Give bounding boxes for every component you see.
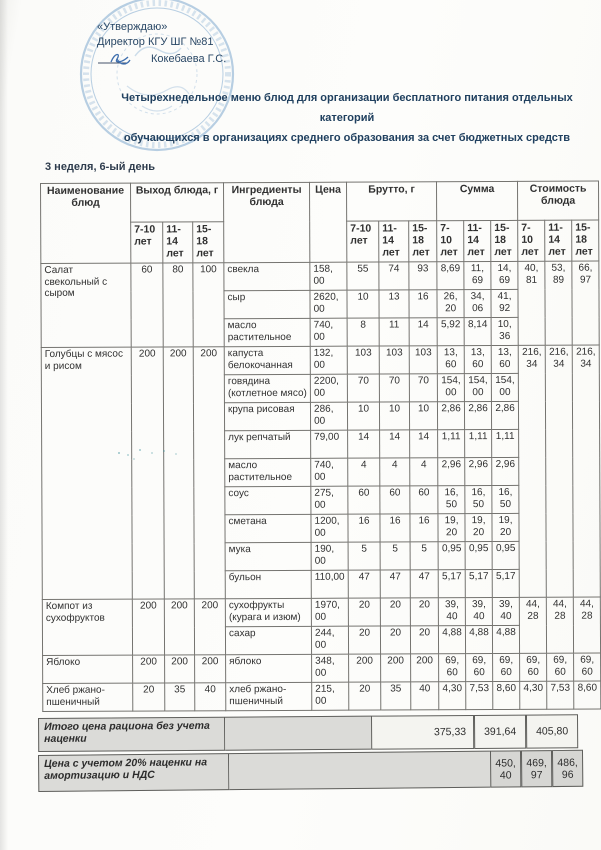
brutto-value: 8 <box>347 318 379 346</box>
ingredient-price: 190,​00 <box>311 542 348 570</box>
ingredient-name: бульон <box>225 570 311 598</box>
ingredient-name: масло растительное <box>224 318 310 346</box>
markup-row-spacer <box>229 751 490 791</box>
brutto-value: 40 <box>411 682 439 710</box>
sum-value: 10,​36 <box>491 317 518 345</box>
ingredient-price: 158,​00 <box>310 262 347 290</box>
dish-output-value: 200 <box>194 599 225 655</box>
brutto-value: 4 <box>348 458 380 486</box>
dish-cost-value: 40,​81 <box>518 261 545 345</box>
dish-output-value: 200 <box>165 655 195 683</box>
handwritten-signature-icon <box>97 50 149 66</box>
column-header-cost: Стоимость блюда <box>518 181 599 220</box>
scan-ink-speck <box>118 452 120 454</box>
column-header-price: Цена <box>310 182 347 262</box>
ingredient-name: свекла <box>224 262 310 290</box>
ingredient-price: 275,​00 <box>311 486 348 514</box>
menu-table-body <box>41 261 601 711</box>
ingredient-price: 2200,​00 <box>310 374 347 402</box>
markup-value-7-10: 450,​40 <box>490 750 521 787</box>
sum-value: 4,​30 <box>439 682 466 710</box>
age-column-header: 11-14 лет <box>163 222 193 263</box>
column-header-dish: Наименование блюд <box>41 183 131 263</box>
sum-value: 13,​60 <box>464 346 491 374</box>
menu-row <box>42 597 600 627</box>
age-column-header: 11-14 лет <box>379 221 409 262</box>
document-title <box>97 88 597 148</box>
sum-value: 1,​11 <box>438 430 465 458</box>
brutto-value: 10 <box>409 402 437 430</box>
total-value-11-14: 391,​64 <box>474 715 526 749</box>
document-title-line1: Четырехнедельное меню блюд для организации бесплатного питания отдельных категорий <box>121 92 573 124</box>
ingredient-price: 1200,​00 <box>311 514 348 542</box>
sum-value: 2,​86 <box>492 401 519 429</box>
dish-cost-value: 66,​97 <box>572 261 599 345</box>
ingredient-price: 348,​00 <box>312 654 349 682</box>
document-title-line2: обучающихся в организациях среднего образования за счет бюджетных средств <box>123 132 571 144</box>
sum-value: 5,​17 <box>465 570 492 598</box>
dish-name: Голубцы с мясос и рисом <box>41 347 132 599</box>
column-header-brutto: Брутто, г <box>347 182 437 221</box>
total-label: Итого цена рациона без учета наценки <box>38 717 225 752</box>
signature-row <box>97 50 601 67</box>
total-row-spacer <box>225 716 371 751</box>
brutto-value: 14 <box>409 318 437 346</box>
ingredient-name: сухофрукты (курага и изюм) <box>225 598 311 626</box>
brutto-value: 70 <box>409 374 437 402</box>
dish-cost-value: 44,​28 <box>519 597 546 653</box>
dish-output-value: 200 <box>133 655 165 683</box>
sum-value: 16,​50 <box>492 485 519 513</box>
brutto-value: 200 <box>411 654 439 682</box>
ingredient-name: капуста белокочанная <box>224 346 310 374</box>
dish-output-value: 35 <box>165 683 195 711</box>
sum-value: 69,​60 <box>466 654 493 682</box>
dish-cost-value: 8,​60 <box>574 681 601 709</box>
age-column-header: 7-10 лет <box>131 222 163 263</box>
ingredient-name: соус <box>225 486 311 514</box>
dish-cost-value: 53,​89 <box>545 261 572 345</box>
dish-cost-value: 44,​28 <box>546 597 573 653</box>
ingredient-name: лук репчатый <box>225 430 311 458</box>
brutto-value: 93 <box>409 262 437 290</box>
dish-output-value: 200 <box>195 655 226 683</box>
approval-line: «Утверждаю» <box>97 21 168 33</box>
markup-value-11-14: 469,​97 <box>521 750 552 787</box>
dish-name: Хлеб ржано-пшеничный <box>43 683 133 711</box>
dish-output-value: 200 <box>164 599 194 655</box>
total-row-without-markup <box>38 714 583 752</box>
column-header-ingredients: Ингредиенты блюда <box>224 182 310 262</box>
totals-section <box>38 718 583 792</box>
week-day-subtitle: 3 неделя, 6-ый день <box>45 161 156 173</box>
brutto-value: 55 <box>347 262 379 290</box>
dish-output-value: 200 <box>193 347 225 599</box>
column-header-sum: Сумма <box>437 181 518 220</box>
sum-value: 2,​86 <box>465 402 492 430</box>
menu-row <box>41 261 599 291</box>
ingredient-price: 132,​00 <box>310 346 347 374</box>
dish-name: Яблоко <box>43 655 133 683</box>
dish-cost-value: 216,​34 <box>545 345 573 597</box>
sum-value: 16,​50 <box>465 486 492 514</box>
ingredient-price: 215,​00 <box>312 682 349 710</box>
brutto-value: 14 <box>348 430 380 458</box>
brutto-value: 16 <box>410 514 438 542</box>
sum-value: 13,​60 <box>491 345 518 373</box>
brutto-value: 20 <box>380 598 410 626</box>
brutto-value: 60 <box>380 486 410 514</box>
brutto-value: 11 <box>379 318 409 346</box>
dish-output-value: 40 <box>195 683 226 711</box>
approval-line: Директор КГУ ШГ №81 <box>97 36 214 48</box>
brutto-value: 20 <box>348 598 380 626</box>
total-row-with-markup <box>38 750 583 792</box>
sum-value: 39,​40 <box>438 598 465 626</box>
brutto-value: 20 <box>380 626 410 654</box>
dish-output-value: 200 <box>131 347 164 599</box>
ingredient-name: хлеб ржано-пшеничный <box>226 682 312 710</box>
brutto-value: 74 <box>379 262 409 290</box>
brutto-value: 47 <box>410 570 438 598</box>
brutto-value: 200 <box>381 654 411 682</box>
markup-value-15-18: 486,​96 <box>552 750 583 787</box>
menu-row <box>41 345 599 375</box>
sum-value: 26,​20 <box>437 290 464 318</box>
brutto-value: 14 <box>410 430 438 458</box>
brutto-value: 10 <box>347 402 379 430</box>
brutto-value: 14 <box>380 430 410 458</box>
sum-value: 7,​53 <box>466 682 493 710</box>
brutto-value: 103 <box>379 346 409 374</box>
brutto-value: 200 <box>349 654 381 682</box>
brutto-value: 103 <box>347 346 379 374</box>
brutto-value: 47 <box>348 570 380 598</box>
brutto-value: 5 <box>380 542 410 570</box>
sum-value: 8,​69 <box>437 262 464 290</box>
ingredient-price: 79,​00 <box>311 430 348 458</box>
dish-output-value: 200 <box>163 347 194 599</box>
brutto-value: 47 <box>380 570 410 598</box>
sum-value: 4,​88 <box>438 626 465 654</box>
brutto-value: 16 <box>380 514 410 542</box>
scan-edge-shadow <box>0 0 8 850</box>
brutto-value: 4 <box>410 458 438 486</box>
dish-cost-value: 44,​28 <box>573 597 600 653</box>
markup-label: Цена с учетом 20% наценки на амортизацию и НДС <box>38 753 229 792</box>
dish-cost-value: 216,​34 <box>572 345 600 597</box>
ingredient-price: 286,​00 <box>310 402 347 430</box>
ingredient-name: мука <box>225 542 311 570</box>
sum-value: 69,​60 <box>493 653 520 681</box>
dish-name: Компот из сухофруктов <box>42 599 132 655</box>
menu-table <box>40 181 601 712</box>
dish-output-value: 20 <box>133 683 165 711</box>
column-header-output: Выход блюда, г <box>131 183 224 222</box>
brutto-value: 20 <box>349 682 381 710</box>
sum-value: 19,​20 <box>465 514 492 542</box>
sum-value: 154,​00 <box>464 374 491 402</box>
brutto-value: 16 <box>348 514 380 542</box>
age-column-header: 15-18 лет <box>491 220 518 261</box>
brutto-value: 103 <box>409 346 437 374</box>
sum-value: 5,​92 <box>437 318 464 346</box>
brutto-value: 70 <box>347 374 379 402</box>
dish-cost-value: 69,​60 <box>520 653 547 681</box>
brutto-value: 20 <box>410 626 438 654</box>
sum-value: 5,​17 <box>492 569 519 597</box>
sum-value: 16,​50 <box>438 486 465 514</box>
sum-value: 69,​60 <box>439 654 466 682</box>
total-value-7-10: 375,​33 <box>371 715 474 750</box>
sum-value: 1,​11 <box>492 429 519 457</box>
brutto-value: 16 <box>409 290 437 318</box>
sum-value: 2,​96 <box>438 458 465 486</box>
sum-value: 19,​20 <box>438 514 465 542</box>
sum-value: 4,​88 <box>465 626 492 654</box>
brutto-value: 13 <box>379 290 409 318</box>
sum-value: 14,​69 <box>491 261 518 289</box>
age-column-header: 7-10 лет <box>518 220 545 261</box>
dish-cost-value: 7,​53 <box>547 681 574 709</box>
age-column-header: 15-18 лет <box>193 222 224 263</box>
sum-value: 19,​20 <box>492 513 519 541</box>
dish-cost-value: 216,​34 <box>518 345 546 597</box>
sum-value: 154,​00 <box>437 374 464 402</box>
brutto-value: 4 <box>380 458 410 486</box>
sum-value: 0,​95 <box>438 542 465 570</box>
ingredient-name: масло растительное <box>225 458 311 486</box>
age-column-header: 7-10 лет <box>437 221 464 262</box>
sum-value: 1,​11 <box>465 430 492 458</box>
sum-value: 2,​96 <box>465 458 492 486</box>
sum-value: 39,​40 <box>492 597 519 625</box>
age-column-header: 7-10 лет <box>347 221 379 262</box>
sum-value: 8,​14 <box>464 318 491 346</box>
ingredient-price: 244,​00 <box>311 626 348 654</box>
ingredient-price: 1970,​00 <box>311 598 348 626</box>
sum-value: 0,​95 <box>465 542 492 570</box>
brutto-value: 60 <box>348 486 380 514</box>
ingredient-price: 740,​00 <box>310 318 347 346</box>
dish-output-value: 100 <box>193 263 224 347</box>
ingredient-name: сахар <box>225 626 311 654</box>
sum-value: 5,​17 <box>438 570 465 598</box>
sum-value: 2,​96 <box>492 457 519 485</box>
sum-value: 8,​60 <box>493 681 520 709</box>
brutto-value: 10 <box>379 402 409 430</box>
brutto-value: 20 <box>410 598 438 626</box>
sum-value: 11,​69 <box>464 262 491 290</box>
brutto-value: 20 <box>348 626 380 654</box>
ingredient-name: яблоко <box>226 654 312 682</box>
ingredient-price: 110,​00 <box>311 570 348 598</box>
age-column-header: 15-18 лет <box>572 220 599 261</box>
menu-row <box>43 681 601 711</box>
brutto-value: 35 <box>381 682 411 710</box>
ingredient-price: 740,​00 <box>311 458 348 486</box>
age-column-header: 11-14 лет <box>545 220 572 261</box>
ingredient-name: сыр <box>224 290 310 318</box>
approval-block <box>0 0 601 67</box>
sum-value: 39,​40 <box>465 598 492 626</box>
menu-table-header <box>41 181 599 263</box>
brutto-value: 60 <box>410 486 438 514</box>
sum-value: 41,​92 <box>491 289 518 317</box>
brutto-value: 10 <box>347 290 379 318</box>
ingredient-price: 2620,​00 <box>310 290 347 318</box>
brutto-value: 5 <box>410 542 438 570</box>
sum-value: 34,​06 <box>464 290 491 318</box>
dish-cost-value: 4,​30 <box>520 681 547 709</box>
approval-signee: Кокебаева Г.С. <box>151 53 227 65</box>
brutto-value: 70 <box>379 374 409 402</box>
age-column-header: 11-14 лет <box>464 221 491 262</box>
dish-output-value: 80 <box>163 263 193 347</box>
dish-cost-value: 69,​60 <box>547 653 574 681</box>
sum-value: 0,​95 <box>492 541 519 569</box>
brutto-value: 5 <box>348 542 380 570</box>
dish-output-value: 200 <box>132 599 164 655</box>
dish-cost-value: 69,​60 <box>574 653 601 681</box>
sum-value: 4,​88 <box>492 625 519 653</box>
age-column-header: 15-18 лет <box>409 221 437 262</box>
ingredient-name: сметана <box>225 514 311 542</box>
sum-value: 13,​60 <box>437 346 464 374</box>
sum-value: 154,​00 <box>491 373 518 401</box>
ingredient-name: говядина (котлетное мясо) <box>224 374 310 402</box>
total-value-15-18: 405,​80 <box>526 714 578 748</box>
sum-value: 2,​86 <box>438 402 465 430</box>
dish-name: Салат свекольный с сыром <box>41 263 131 347</box>
menu-row <box>43 653 601 683</box>
dish-output-value: 60 <box>131 263 163 347</box>
ingredient-name: крупа рисовая <box>224 402 310 430</box>
